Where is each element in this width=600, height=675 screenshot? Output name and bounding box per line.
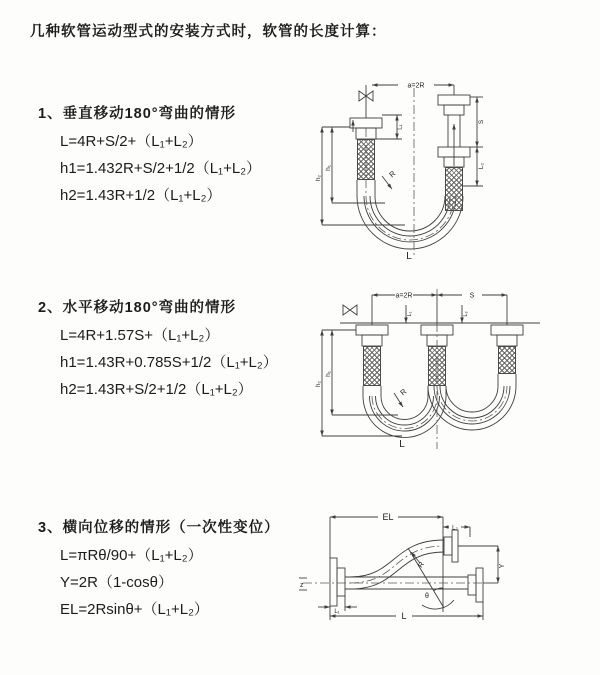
diagram-vertical-180-bend: [310, 66, 510, 262]
dim-label-radius: R: [387, 168, 398, 180]
dim-label-y: Y: [499, 563, 506, 569]
dim-label-radius: R: [398, 386, 409, 398]
section-3-heading: 3、横向位移的情形（一次性变位）: [38, 520, 280, 536]
braided-hose-section: [428, 346, 446, 386]
dim-label-l1: L₁: [397, 124, 404, 130]
dim-label-h1: h₁: [325, 371, 332, 377]
dim-label-h2: h₂: [315, 380, 322, 388]
dim-label-h2: h₂: [315, 174, 322, 182]
dim-label-radius: R: [417, 561, 427, 570]
formula-line: h1=1.432R+S/2+1/2（L₁+L₂）: [60, 160, 262, 177]
dim-label-h1: h₁: [325, 165, 332, 171]
dim-label-l2: L₂: [478, 162, 485, 170]
formula-line: h2=1.43R+1/2（L₁+L₂）: [60, 187, 222, 204]
dim-label-l2: L₂: [463, 311, 469, 317]
dim-label-length: L: [399, 439, 405, 450]
section-1-heading: 1、垂直移动180°弯曲的情形: [38, 106, 237, 122]
dim-label-width: a=2R: [407, 82, 425, 90]
dim-label-length: L: [401, 611, 407, 621]
braided-hose-section: [357, 139, 375, 180]
dim-label-theta: θ: [425, 593, 429, 600]
formula-line: h2=1.43R+S/2+1/2（L₁+L₂）: [60, 381, 253, 398]
valve-icon: [343, 305, 357, 315]
braided-hose-section: [445, 167, 463, 211]
section-1-formulas: [60, 128, 261, 209]
dim-label-width: a=2R: [395, 292, 413, 300]
dim-label-l1: L₁: [334, 609, 340, 615]
formula-line: L=πRθ/90+（L₁+L₂）: [60, 547, 203, 564]
section-2-formulas: [60, 322, 278, 403]
dim-label-length: L: [406, 251, 412, 262]
axis-break-symbol: z: [300, 582, 304, 589]
section-2-heading: 2、水平移动180°弯曲的情形: [38, 300, 237, 316]
dim-label-l1: L₁: [407, 311, 413, 317]
diagram-lateral-displacement: [296, 500, 511, 640]
formula-line: L=4R+S/2+（L₁+L₂）: [60, 133, 203, 150]
dim-label-s: S: [478, 119, 485, 125]
braided-hose-section: [363, 346, 381, 386]
dim-label-el: EL: [382, 512, 394, 522]
dim-label-s: S: [469, 292, 475, 300]
section-3-formulas: [60, 542, 209, 623]
braided-hose-section: [498, 346, 516, 374]
formula-line: EL=2Rsinθ+（L₁+L₂）: [60, 601, 209, 618]
page-title: 几种软管运动型式的安装方式时，软管的长度计算：: [30, 24, 387, 40]
formula-line: h1=1.43R+0.785S+1/2（L₁+L₂）: [60, 354, 278, 371]
dim-label-l2: L₂: [452, 525, 458, 532]
formula-line: L=4R+1.57S+（L₁+L₂）: [60, 327, 220, 344]
formula-line: Y=2R（1-cosθ）: [60, 574, 173, 591]
